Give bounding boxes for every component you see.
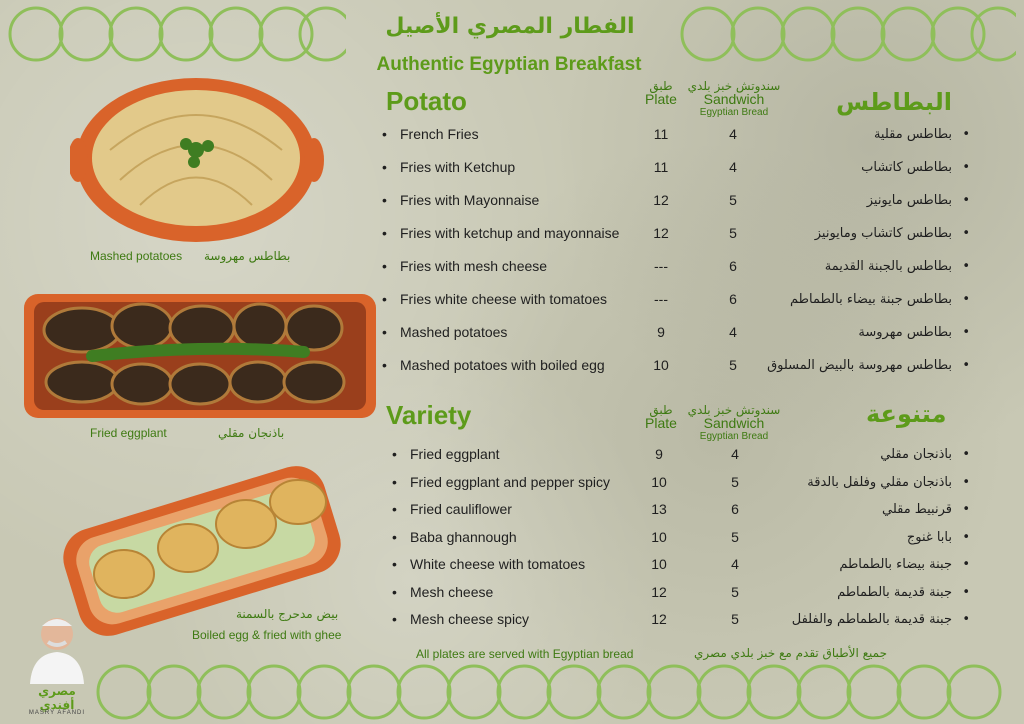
top-right-pattern: [680, 6, 1016, 62]
menu-item-name: • White cheese with tomatoes: [410, 556, 585, 572]
mashed-potatoes-photo: [70, 70, 326, 246]
menu-item-name-arabic: • بطاطس مهروسة: [858, 325, 952, 340]
menu-item-name-arabic: • جبنة قديمة بالطماطم والفلفل: [792, 612, 952, 627]
menu-title-arabic: الفطار المصري الأصيل: [385, 14, 635, 39]
menu-item-name-arabic: • باذنجان مقلي: [880, 447, 952, 462]
sandwich-price: 4: [729, 324, 737, 340]
sandwich-header-english: Sandwich: [703, 415, 765, 431]
menu-item-name-arabic: • بطاطس بالجبنة القديمة: [825, 259, 952, 274]
menu-item-name: • Fried cauliflower: [410, 501, 512, 517]
menu-item-name: • Fried eggplant and pepper spicy: [410, 474, 610, 490]
menu-title-english: Authentic Egyptian Breakfast: [376, 54, 642, 75]
menu-item-name: • Fries with ketchup and mayonnaise: [400, 225, 619, 241]
plate-price: ---: [654, 258, 668, 274]
footer-note-arabic: جميع الأطباق تقدم مع خبز بلدي مصري: [694, 646, 888, 660]
menu-item-name: • Fries white cheese with tomatoes: [400, 291, 607, 307]
boiled-egg-caption-arabic: بيض مدحرج بالسمنة: [236, 607, 339, 621]
menu-item-name: • Mashed potatoes: [400, 324, 507, 340]
plate-price: 10: [651, 528, 667, 545]
sandwich-price: 5: [731, 583, 739, 600]
plate-price: 10: [651, 473, 667, 490]
menu-item-name-arabic: • بطاطس كاتشاب: [861, 160, 952, 175]
plate-price: 12: [651, 611, 667, 627]
plate-price: 10: [651, 556, 667, 572]
potato-sandwich-header: [684, 80, 784, 119]
plate-header-arabic: طبق: [649, 79, 673, 93]
menu-item-name-arabic: • بابا غنوج: [907, 530, 952, 545]
menu-item-name: • Fries with Ketchup: [400, 159, 515, 175]
plate-price: 11: [653, 126, 669, 142]
sandwich-price: 5: [729, 192, 737, 208]
menu-item-name-arabic: • جبنة بيضاء بالطماطم: [839, 557, 952, 572]
variety-plate-header: [636, 404, 686, 430]
plate-price: 9: [657, 324, 665, 340]
sandwich-price: 5: [729, 357, 737, 373]
plate-price: 12: [653, 225, 669, 241]
potato-section-title: Potato: [386, 86, 467, 116]
variety-section-title-arabic: متنوعة: [866, 400, 947, 428]
menu-item-name: • Fried eggplant: [410, 446, 500, 462]
variety-section-title: Variety: [386, 400, 472, 430]
bread-header-english: Egyptian Bread: [699, 431, 769, 442]
sandwich-header-arabic: سندوتش خبز بلدي: [687, 403, 781, 417]
sandwich-price: 6: [731, 501, 739, 517]
sandwich-price: 4: [729, 159, 737, 175]
plate-price: 13: [651, 501, 667, 517]
fried-eggplant-caption-arabic: باذنجان مقلي: [218, 426, 285, 440]
menu-item-name-arabic: • بطاطس مهروسة بالبيض المسلوق: [767, 358, 952, 373]
bottom-pattern: [96, 664, 1016, 720]
sandwich-price: 5: [731, 528, 739, 545]
menu-item-name: • French Fries: [400, 126, 479, 142]
top-left-pattern: [8, 6, 346, 62]
logo-subtitle: MASRY AFANDI: [28, 710, 86, 716]
menu-item-name: • Mesh cheese spicy: [410, 611, 529, 627]
menu-item-name-arabic: • بطاطس جبنة بيضاء بالطماطم: [790, 292, 952, 307]
plate-price: 11: [653, 159, 669, 175]
sandwich-price: 5: [729, 225, 737, 241]
menu-item-name: • Fries with mesh cheese: [400, 258, 547, 274]
menu-item-name-arabic: • بطاطس مقلية: [874, 127, 952, 142]
sandwich-price: 4: [731, 446, 739, 462]
menu-item-name-arabic: • جبنة قديمة بالطماطم: [837, 585, 952, 600]
plate-price: 12: [651, 583, 667, 600]
sandwich-price: 5: [731, 473, 739, 490]
plate-header-arabic: طبق: [649, 403, 673, 417]
plate-price: 12: [653, 192, 669, 208]
menu-item-name-arabic: • بطاطس كاتشاب ومايونيز: [815, 226, 952, 241]
menu-item-name: • Mesh cheese: [410, 584, 493, 600]
menu-item-name-arabic: • بطاطس مايونيز: [867, 193, 952, 208]
chef-logo: [22, 612, 92, 684]
menu-item-name: • Mashed potatoes with boiled egg: [400, 357, 605, 373]
potato-plate-header: [636, 80, 686, 106]
plate-header-english: Plate: [645, 91, 677, 107]
mashed-potatoes-caption-arabic: بطاطس مهروسة: [204, 249, 291, 263]
menu-item-name-arabic: • قرنبيط مقلي: [882, 502, 952, 517]
bread-header-english: Egyptian Bread: [699, 107, 769, 118]
sandwich-price: 5: [731, 611, 739, 627]
potato-section-title-arabic: البطاطس: [836, 88, 952, 116]
logo-name: مصري أفندي: [38, 684, 76, 712]
plate-header-english: Plate: [645, 415, 677, 431]
variety-sandwich-header: [684, 404, 784, 443]
sandwich-price: 4: [731, 556, 739, 572]
fried-eggplant-photo: [22, 286, 378, 424]
boiled-egg-caption: Boiled egg & fried with ghee: [192, 628, 342, 642]
mashed-potatoes-caption: Mashed potatoes: [90, 249, 183, 263]
plate-price: 10: [653, 357, 669, 373]
menu-item-name-arabic: • باذنجان مقلي وفلفل بالدقة: [807, 475, 952, 490]
plate-price: 9: [655, 446, 663, 462]
menu-item-name: • Fries with Mayonnaise: [400, 192, 539, 208]
sandwich-price: 6: [729, 258, 737, 274]
sandwich-header-arabic: سندوتش خبز بلدي: [687, 79, 781, 93]
sandwich-header-english: Sandwich: [703, 91, 765, 107]
plate-price: ---: [654, 291, 668, 307]
fried-eggplant-caption: Fried eggplant: [90, 426, 167, 440]
sandwich-price: 4: [729, 126, 737, 142]
sandwich-price: 6: [729, 291, 737, 307]
footer-note: All plates are served with Egyptian bread: [416, 647, 634, 661]
menu-item-name: • Baba ghannough: [410, 529, 517, 545]
